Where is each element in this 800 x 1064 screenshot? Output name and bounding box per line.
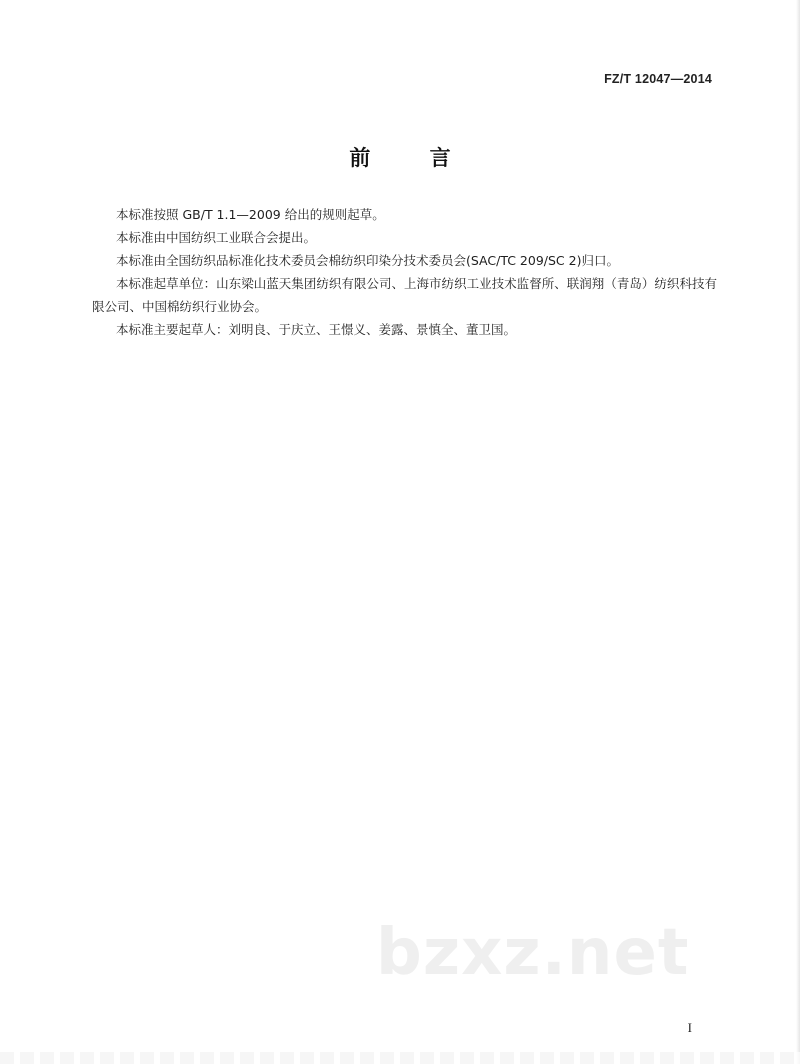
paragraph-drafting-units: 本标准起草单位：山东梁山蓝天集团纺织有限公司、上海市纺织工业技术监督所、联润翔（青岛）纺织科技有限公司、中国棉纺织行业协会。 <box>92 276 717 314</box>
document-code: FZ/T 12047—2014 <box>604 72 712 86</box>
paragraph-drafting-rules: 本标准按照 GB/T 1.1—2009 给出的规则起草。 <box>116 207 385 222</box>
paragraph-proposed-by: 本标准由中国纺织工业联合会提出。 <box>116 230 317 245</box>
paragraph-drafters: 本标准主要起草人：刘明良、于庆立、王憬义、姜露、景慎全、董卫国。 <box>116 322 517 337</box>
page-number: I <box>687 1020 692 1035</box>
site-watermark: bzxz.net <box>376 916 690 990</box>
page-title: 前 言 <box>349 146 477 170</box>
scan-bottom-edge <box>0 1052 800 1064</box>
paragraph-under-jurisdiction: 本标准由全国纺织品标准化技术委员会棉纺织印染分技术委员会(SAC/TC 209/SC 2)归口。 <box>116 253 619 268</box>
foreword-body <box>92 203 717 341</box>
